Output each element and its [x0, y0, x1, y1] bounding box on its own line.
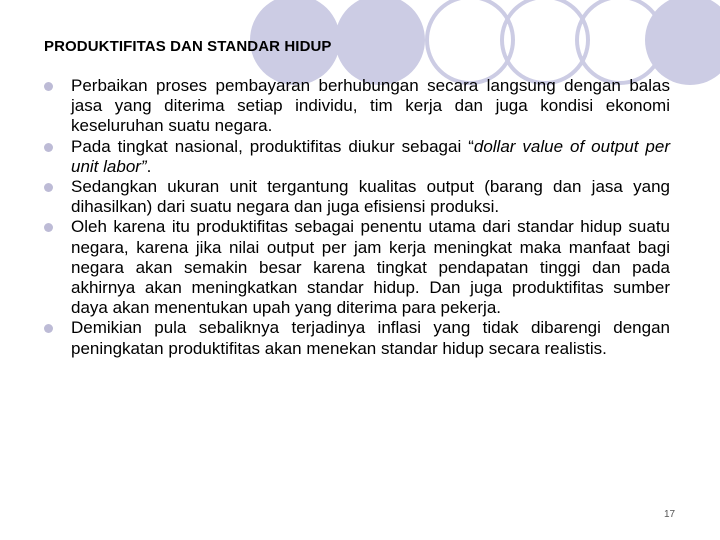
bullet-dot-icon — [44, 143, 53, 152]
bullet-item — [44, 217, 670, 318]
bullet-dot-icon — [44, 82, 53, 91]
bullet-item — [44, 137, 670, 177]
bullet-dot-icon — [44, 183, 53, 192]
bullet-text: Sedangkan ukuran unit tergantung kualitas output (barang dan jasa yang dihasilkan) dari suatu negara dan juga efisiensi produksi. — [71, 177, 670, 217]
deco-circle-filled — [645, 0, 720, 85]
bullet-item — [44, 318, 670, 358]
bullet-dot-icon — [44, 324, 53, 333]
bullet-text: Pada tingkat nasional, produktifitas diukur sebagai “ — [71, 136, 474, 156]
bullet-item — [44, 76, 670, 137]
bullet-dot-icon — [44, 223, 53, 232]
bullet-text: Demikian pula sebaliknya terjadinya inflasi yang tidak dibarengi dengan peningkatan produktifitas akan menekan standar hidup secara realistis. — [71, 318, 670, 358]
bullet-text: Perbaikan proses pembayaran berhubungan secara langsung dengan balas jasa yang diterima setiap individu, tim kerja dan juga kondisi ekonomi keseluruhan suatu negara. — [71, 76, 670, 136]
bullet-emphasis: dollar value of output per unit labor” — [71, 136, 670, 176]
bullet-text: Oleh karena itu produktifitas sebagai penentu utama dari standar hidup suatu negara, karena jika nilai output per jam kerja meningkat maka manfaat bagi negara akan semakin besar karena tingkat pendapatan tinggi dan pada akhirnya akan meningkatkan standar hidup. Dan juga produktifitas sumber daya akan menentukan upah yang diterima para pekerja. — [71, 217, 670, 318]
bullet-item — [44, 177, 670, 217]
bullet-text-end: . — [146, 156, 152, 176]
deco-circle-filled — [335, 0, 425, 85]
bullet-list — [44, 76, 670, 359]
slide-title: PRODUKTIFITAS DAN STANDAR HIDUP — [44, 38, 332, 55]
page-number: 17 — [664, 509, 676, 520]
